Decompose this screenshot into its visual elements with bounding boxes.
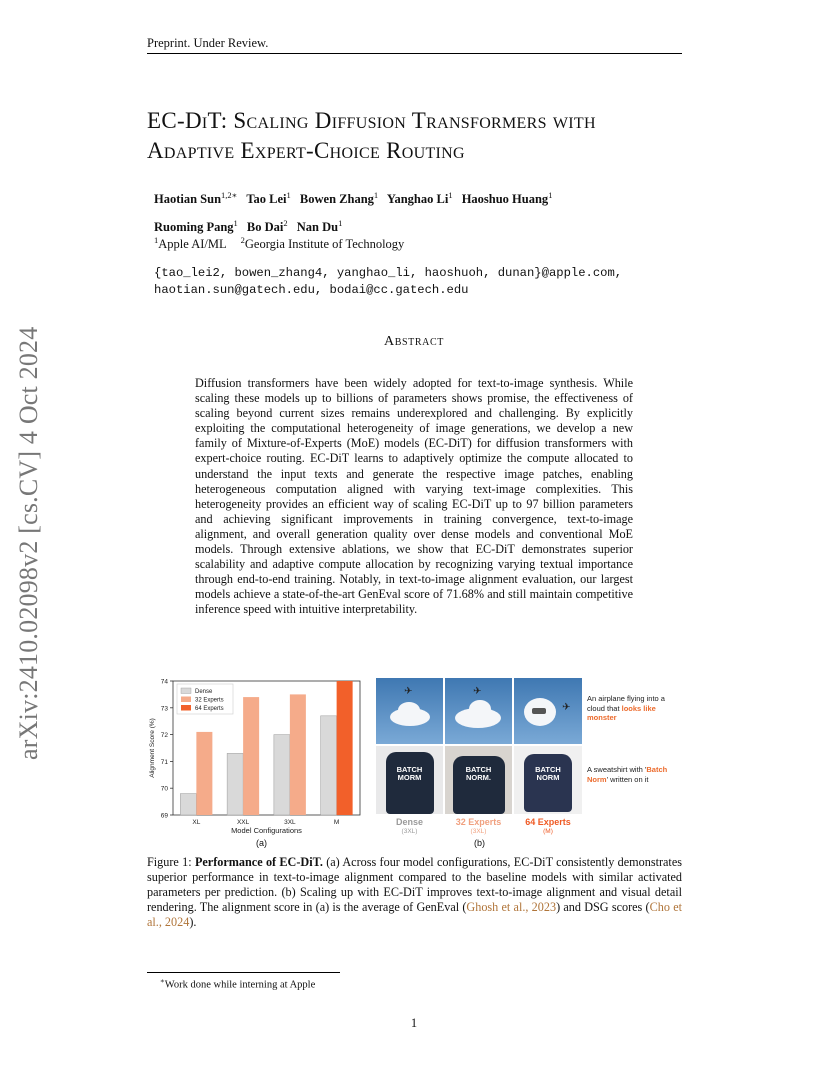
author: Haotian Sun$^{1,2∗}$	[154, 190, 238, 207]
email-line-1[interactable]: {tao_lei2, bowen_zhang4, yanghao_li, haoshuoh, dunan}@apple.com,	[154, 266, 623, 280]
column-label-dense: Dense (3XL)	[395, 817, 423, 835]
bar-dense	[180, 794, 196, 815]
cloud-image-dense	[376, 678, 443, 744]
author: Yanghao Li$^1$	[386, 190, 453, 207]
cloud-image-64-experts	[514, 678, 582, 744]
paper-title	[147, 106, 707, 166]
header-rule	[147, 53, 682, 54]
y-axis-label: Alignment Score (%)	[149, 718, 156, 778]
sweatshirt-image-64-experts: BATCH NORM	[514, 746, 582, 814]
generated-image-grid	[376, 678, 582, 814]
airplane-icon: ✈	[473, 686, 482, 697]
bar-32-experts	[290, 694, 306, 815]
abstract-body: Diffusion transformers have been widely adopted for text-to-image synthesis. While scaling these models up to billions of parameters shows promise, the effectiveness of scaling beyond current sizes remains underexplored and challenging. By explicitly exploiting the computational heterogeneity of image generations, we develop a new family of Mixture-of-Experts (MoE) models (EC-DiT) for diffusion transformers with expert-choice routing. EC-DiT learns to adaptively optimize the compute allocated to understand the input texts and generate the respective image patches, enabling heterogeneous computation aligned with varying text-image complexities. This heterogeneity provides an efficient way of scaling EC-DiT up to 97 billion parameters and achieving significant improvements in training convergence, text-to-image alignment, and overall generation quality over dense models and conventional MoE models. Through extensive ablations, we show that EC-DiT demonstrates superior scalability and adaptive compute allocation by recognizing varying textual importance through end-to-end training. Notably, in text-to-image alignment evaluation, our largest models achieve a state-of-the-art GenEval score of 71.68% and still maintain competitive inference speed with intuitive interpretability.	[195, 376, 633, 617]
x-tick-label: 3XL	[284, 819, 296, 826]
author: Ruoming Pang$^1$	[154, 218, 238, 235]
y-tick-label: 74	[160, 678, 168, 686]
column-label-32-experts: 32 Experts (3XL)	[455, 817, 502, 835]
arxiv-identifier[interactable]: arXiv:2410.02098v2 [cs.CV] 4 Oct 2024	[14, 326, 43, 760]
author-list	[154, 183, 558, 239]
column-label-64-experts: 64 Experts (M)	[525, 817, 571, 835]
prompt-airplane: An airplane flying into a cloud that looks like monster	[587, 694, 665, 722]
y-tick-label: 69	[160, 812, 168, 820]
panel-label-b: (b)	[474, 838, 485, 848]
x-tick-label: XXL	[236, 819, 250, 826]
legend-swatch	[181, 705, 191, 711]
legend-label: 32 Experts	[195, 697, 224, 704]
abstract-heading: Abstract	[384, 334, 444, 349]
sweatshirt-image-32-experts: BATCH NORM.	[445, 746, 512, 814]
footnote: ∗Work done while interning at Apple	[160, 977, 316, 991]
author-emails	[154, 265, 622, 299]
x-axis-label: Model Configurations	[231, 826, 302, 835]
footnote-rule	[147, 972, 340, 973]
bar-dense	[274, 735, 290, 815]
legend-label: Dense	[195, 689, 213, 695]
author: Haoshuo Huang$^1$	[461, 190, 553, 207]
bar-32-experts	[196, 732, 212, 815]
y-tick-label: 73	[160, 705, 168, 713]
legend-swatch	[181, 697, 191, 703]
x-tick-label: M	[333, 819, 340, 826]
email-line-2[interactable]: haotian.sun@gatech.edu, bodai@cc.gatech.edu	[154, 283, 469, 297]
title-line-2: Adaptive Expert-Choice Routing	[147, 138, 465, 163]
airplane-icon: ✈	[404, 686, 413, 697]
author-row-1	[154, 183, 558, 211]
bar-64-experts	[337, 681, 353, 815]
affiliations: $^1$Apple AI/ML $^2$Georgia Institute of Technology	[154, 235, 405, 252]
y-tick-label: 70	[160, 785, 168, 793]
alignment-bar-chart	[145, 673, 370, 853]
title-line-1: EC-DiT: Scaling Diffusion Transformers with	[147, 108, 596, 133]
y-tick-label: 72	[160, 732, 168, 740]
prompt-sweatshirt: A sweatshirt with 'Batch Norm' written on it	[587, 765, 668, 784]
bar-dense	[321, 716, 337, 815]
cloud-image-32-experts	[445, 678, 512, 744]
bar-32-experts	[243, 697, 259, 815]
y-tick-label: 71	[160, 758, 168, 766]
figure-caption: Figure 1: Performance of EC-DiT. (a) Across four model configurations, EC-DiT consistently demonstrates superior performance in text-to-image alignment compared to the baseline models with similar activated parameters per prediction. (b) Scaling up with EC-DiT improves text-to-image alignment and visual detail rendering. The alignment score in (a) is the average of GenEval (Ghosh et al., 2023) and DSG scores (Cho et al., 2024).	[147, 855, 682, 930]
bar-dense	[227, 753, 243, 815]
cloud-monster-face	[532, 708, 546, 714]
citation-link[interactable]: Cho et al., 2024	[147, 900, 682, 930]
author: Bo Dai$^2$	[246, 218, 288, 235]
citation-link[interactable]: Ghosh et al., 2023	[466, 900, 557, 915]
author: Tao Lei$^1$	[246, 190, 291, 207]
panel-label-a: (a)	[256, 838, 267, 848]
running-header: Preprint. Under Review.	[147, 36, 269, 50]
x-tick-label: XL	[192, 819, 201, 826]
airplane-icon: ✈	[562, 702, 571, 713]
sweatshirt-image-dense: BATCH MORM	[376, 746, 443, 814]
author: Bowen Zhang$^1$	[299, 190, 379, 207]
legend-swatch	[181, 688, 191, 694]
page-number: 1	[410, 1016, 418, 1030]
legend-label: 64 Experts	[195, 706, 224, 712]
author: Nan Du$^1$	[296, 218, 343, 235]
